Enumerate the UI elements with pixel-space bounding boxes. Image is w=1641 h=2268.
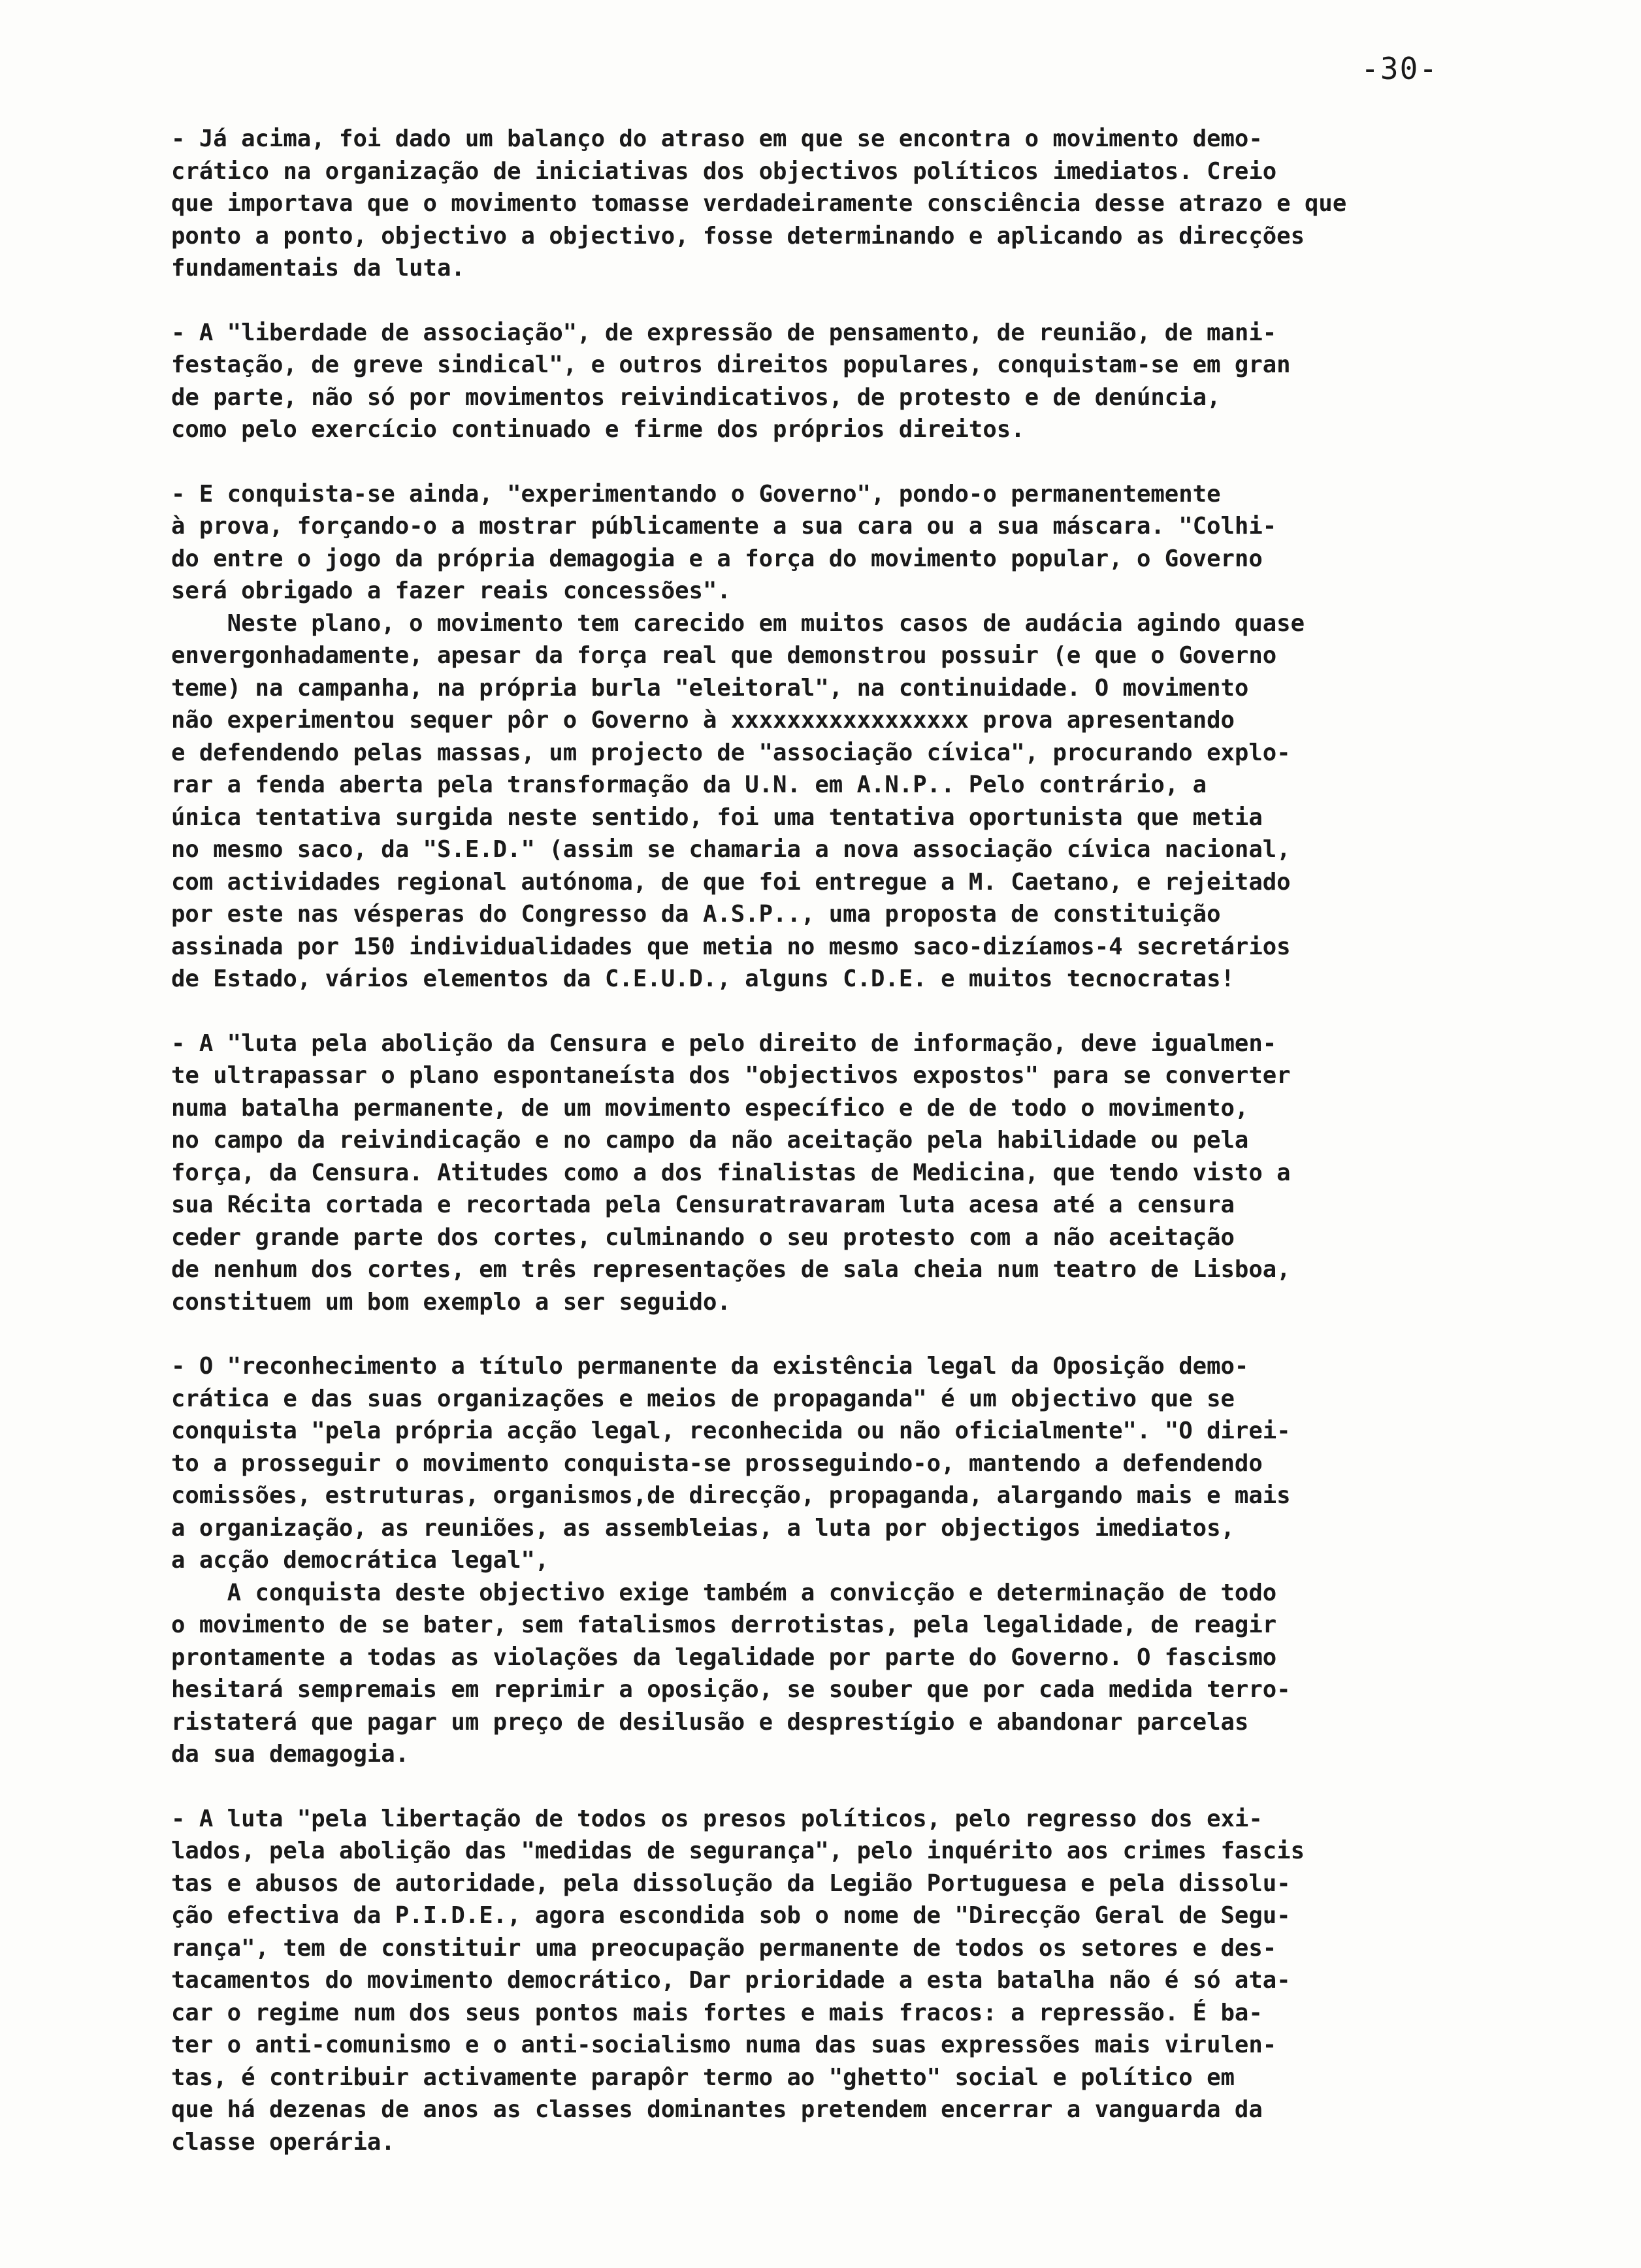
- paragraph: [171, 478, 1605, 996]
- paragraph: [171, 317, 1605, 446]
- text-line: ristaterá que pagar um preço de desilusão e desprestígio e abandonar parcelas: [171, 1708, 1249, 1736]
- text-line: comissões, estruturas, organismos,de direcção, propaganda, alargando mais e mais: [171, 1482, 1291, 1509]
- text-line: tas e abusos de autoridade, pela dissolução da Legião Portuguesa e pela dissolu-: [171, 1870, 1291, 1897]
- text-line: ter o anti-comunismo e o anti-socialismo numa das suas expressões mais virulen-: [171, 2032, 1277, 2058]
- text-line: crático na organização de iniciativas dos objectivos políticos imediatos. Creio: [171, 157, 1277, 185]
- text-line: força, da Censura. Atitudes como a dos finalistas de Medicina, que tendo visto a: [171, 1159, 1291, 1186]
- text-line: de Estado, vários elementos da C.E.U.D., alguns C.D.E. e muitos tecnocratas!: [171, 965, 1235, 992]
- text-line: festação, de greve sindical", e outros direitos populares, conquistam-se em gran: [171, 351, 1291, 378]
- text-line: no campo da reivindicação e no campo da não aceitação pela habilidade ou pela: [171, 1127, 1249, 1154]
- text-line: de nenhum dos cortes, em três representações de sala cheia num teatro de Lisboa,: [171, 1256, 1291, 1283]
- text-line: te ultrapassar o plano espontaneísta dos "objectivos expostos" para se converter: [171, 1062, 1291, 1089]
- text-line: que importava que o movimento tomasse verdadeiramente consciência desse atrazo e que: [171, 190, 1347, 217]
- text-line: classe operária.: [171, 2128, 395, 2156]
- text-line: assinada por 150 individualidades que metia no mesmo saco-dizíamos-4 secretários: [171, 933, 1291, 960]
- text-line: prontamente a todas as violações da legalidade por parte do Governo. O fascismo: [171, 1644, 1277, 1671]
- text-line: de parte, não só por movimentos reivindicativos, de protesto e de denúncia,: [171, 383, 1221, 411]
- text-line: tacamentos do movimento democrático, Dar prioridade a esta batalha não é só ata-: [171, 1967, 1291, 1994]
- text-line: - Já acima, foi dado um balanço do atraso em que se encontra o movimento demo-: [171, 125, 1263, 152]
- text-line: teme) na campanha, na própria burla "eleitoral", na continuidade. O movimento: [171, 674, 1249, 702]
- text-line: no mesmo saco, da "S.E.D." (assim se chamaria a nova associação cívica nacional,: [171, 836, 1291, 863]
- text-line: será obrigado a fazer reais concessões".: [171, 577, 731, 604]
- text-line: e defendendo pelas massas, um projecto de "associação cívica", procurando explo-: [171, 739, 1291, 766]
- text-line: hesitará sempremais em reprimir a oposição, se souber que por cada medida terro-: [171, 1676, 1291, 1703]
- text-line: rança", tem de constituir uma preocupação permanente de todos os setores e des-: [171, 1934, 1277, 1962]
- text-line: do entre o jogo da própria demagogia e a força do movimento popular, o Governo: [171, 545, 1263, 572]
- text-line: constituem um bom exemplo a ser seguido.: [171, 1288, 731, 1316]
- text-line: como pelo exercício continuado e firme dos próprios direitos.: [171, 416, 1025, 443]
- text-line: com actividades regional autónoma, de que foi entregue a M. Caetano, e rejeitado: [171, 868, 1291, 896]
- text-line: A conquista deste objectivo exige também a convicção e determinação de todo: [171, 1579, 1277, 1606]
- text-line: - O "reconhecimento a título permanente da existência legal da Oposição demo-: [171, 1353, 1249, 1380]
- text-line: da sua demagogia.: [171, 1741, 410, 1768]
- text-line: tas, é contribuir activamente parapôr termo ao "ghetto" social e político em: [171, 2064, 1235, 2091]
- body-text: [171, 123, 1605, 2190]
- text-line: fundamentais da luta.: [171, 255, 465, 282]
- text-line: crática e das suas organizações e meios de propaganda" é um objectivo que se: [171, 1385, 1235, 1412]
- text-line: lados, pela abolição das "medidas de segurança", pelo inquérito aos crimes fascis: [171, 1838, 1305, 1864]
- paragraph: [171, 1803, 1605, 2159]
- text-line: por este nas vésperas do Congresso da A.S.P.., uma proposta de constituição: [171, 901, 1221, 928]
- page-number: -30-: [1361, 51, 1438, 86]
- text-line: que há dezenas de anos as classes dominantes pretendem encerrar a vanguarda da: [171, 2096, 1263, 2123]
- text-line: numa batalha permanente, de um movimento específico e de de todo o movimento,: [171, 1094, 1249, 1122]
- text-line: - E conquista-se ainda, "experimentando o Governo", pondo-o permanentemente: [171, 480, 1221, 508]
- paragraph: [171, 123, 1605, 285]
- text-line: sua Récita cortada e recortada pela Censuratravaram luta acesa até a censura: [171, 1191, 1235, 1218]
- paragraph: [171, 1028, 1605, 1319]
- text-line: ção efectiva da P.I.D.E., agora escondida sob o nome de "Direcção Geral de Segu-: [171, 1902, 1291, 1929]
- text-line: Neste plano, o movimento tem carecido em muitos casos de audácia agindo quase: [171, 609, 1305, 637]
- text-line: ceder grande parte dos cortes, culminando o seu protesto com a não aceitação: [171, 1223, 1235, 1251]
- text-line: ponto a ponto, objectivo a objectivo, fosse determinando e aplicando as direcções: [171, 222, 1305, 250]
- text-line: à prova, forçando-o a mostrar públicamente a sua cara ou a sua máscara. "Colhi-: [171, 513, 1277, 540]
- text-line: o movimento de se bater, sem fatalismos derrotistas, pela legalidade, de reagir: [171, 1612, 1277, 1638]
- text-line: - A "luta pela abolição da Censura e pelo direito de informação, deve igualmen-: [171, 1029, 1277, 1057]
- text-line: rar a fenda aberta pela transformação da U.N. em A.N.P.. Pelo contrário, a: [171, 771, 1207, 798]
- text-line: to a prosseguir o movimento conquista-se prosseguindo-o, mantendo a defendendo: [171, 1450, 1263, 1477]
- text-line: - A "liberdade de associação", de expressão de pensamento, de reunião, de mani-: [171, 319, 1277, 346]
- text-line: não experimentou sequer pôr o Governo à xxxxxxxxxxxxxxxxx prova apresentando: [171, 707, 1235, 734]
- text-line: a organização, as reuniões, as assembleias, a luta por objectigos imediatos,: [171, 1514, 1235, 1542]
- text-line: a acção democrática legal",: [171, 1547, 549, 1574]
- text-line: envergonhadamente, apesar da força real que demonstrou possuir (e que o Governo: [171, 642, 1277, 669]
- text-line: car o regime num dos seus pontos mais fortes e mais fracos: a repressão. É ba-: [171, 1999, 1263, 2026]
- paragraph: [171, 1350, 1605, 1771]
- text-line: única tentativa surgida neste sentido, foi uma tentativa oportunista que metia: [171, 803, 1263, 831]
- text-line: - A luta "pela libertação de todos os presos políticos, pelo regresso dos exi-: [171, 1805, 1263, 1832]
- text-line: conquista "pela própria acção legal, reconhecida ou não oficialmente". "O direi-: [171, 1418, 1291, 1444]
